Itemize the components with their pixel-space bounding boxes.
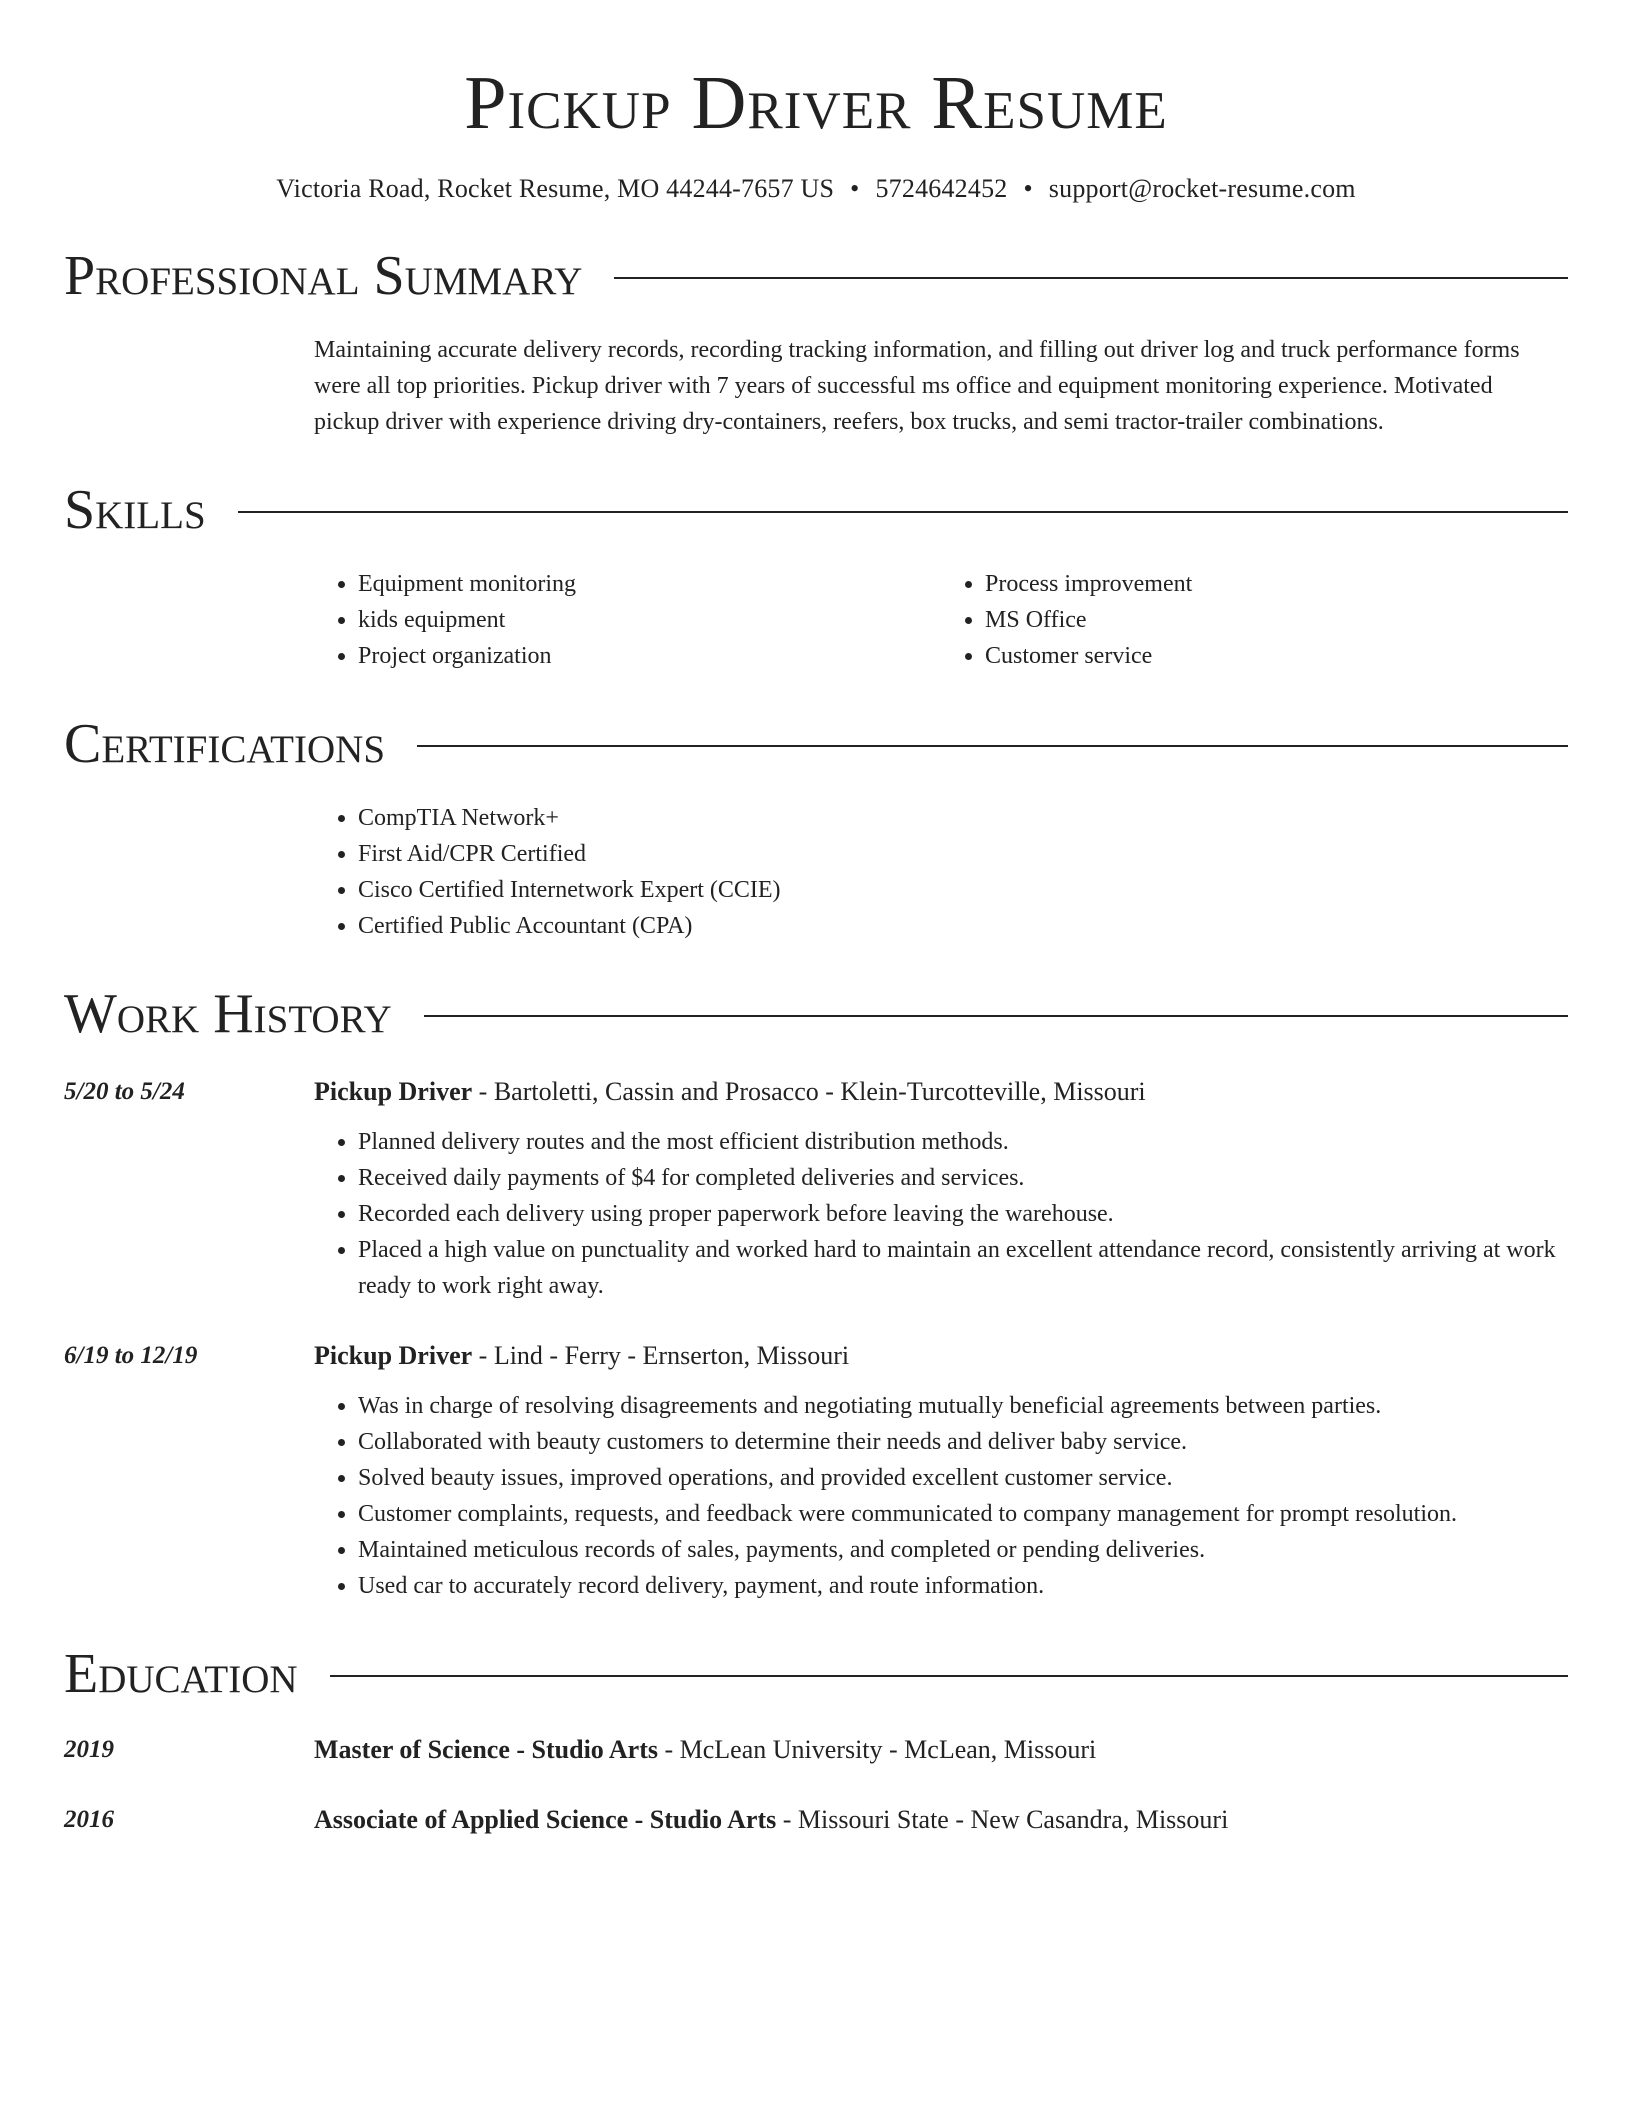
job-bullet: • Received daily payments of $4 for completed deliveries and services.: [358, 1160, 1558, 1196]
certification-item: • First Aid/CPR Certified: [358, 836, 1568, 872]
certification-item: • CompTIA Network+: [358, 800, 1568, 836]
work-entry: [64, 1074, 1568, 1304]
work-title-line: [314, 1338, 1568, 1374]
school-details: - Missouri State - New Casandra, Missouri: [776, 1805, 1229, 1834]
job-bullet: • Planned delivery routes and the most efficient distribution methods.: [358, 1124, 1558, 1160]
education-title-line: [314, 1732, 1568, 1768]
school-details: - McLean University - McLean, Missouri: [657, 1735, 1097, 1764]
section-rule: [238, 511, 1568, 513]
job-bullet: • Recorded each delivery using proper paperwork before leaving the warehouse.: [358, 1196, 1558, 1232]
job-bullet: • Was in charge of resolving disagreements and negotiating mutually beneficial agreements between parties.: [358, 1388, 1558, 1424]
work-dates: 5/20 to 5/24: [64, 1078, 185, 1105]
skills-column-left: [314, 566, 941, 674]
certification-item: • Certified Public Accountant (CPA): [358, 908, 1568, 944]
skill-item: • Customer service: [985, 638, 1568, 674]
contact-email: support@rocket-resume.com: [1048, 174, 1356, 203]
skill-item: • Equipment monitoring: [358, 566, 941, 602]
skill-item: • Project organization: [358, 638, 941, 674]
education-title-line: [314, 1802, 1568, 1838]
skill-item: • Process improvement: [985, 566, 1568, 602]
degree-name: Master of Science - Studio Arts: [314, 1735, 658, 1764]
section-rule: [424, 1015, 1568, 1017]
summary-text: Maintaining accurate delivery records, recording tracking information, and filling out driver log and truck performance forms were all top priorities. Pickup driver with 7 years of successful ms office and equipment monitoring experience. Motivated pickup driver with experience driving dry-containers, reefers, box trucks, and semi tractor-trailer combinations.: [314, 337, 1520, 435]
education-section-header: [64, 1642, 1568, 1706]
certification-item: • Cisco Certified Internetwork Expert (CCIE): [358, 872, 1568, 908]
education-entry: [64, 1802, 1568, 1838]
job-details: - Bartoletti, Cassin and Prosacco - Klein-Turcotteville, Missouri: [472, 1077, 1146, 1106]
job-bullet: • Solved beauty issues, improved operations, and provided excellent customer service.: [358, 1460, 1558, 1496]
job-bullet: • Maintained meticulous records of sales, payments, and completed or pending deliveries.: [358, 1532, 1558, 1568]
work-title-line: [314, 1074, 1568, 1110]
job-bullet: • Collaborated with beauty customers to determine their needs and deliver baby service.: [358, 1424, 1558, 1460]
summary-section-header: [64, 244, 1568, 308]
education-heading: Education: [64, 1643, 298, 1705]
contact-line: [64, 172, 1568, 206]
education-entry: [64, 1732, 1568, 1768]
job-bullets: [314, 1124, 1558, 1304]
job-details: - Lind - Ferry - Ernserton, Missouri: [472, 1341, 850, 1370]
resume-title: Pickup Driver Resume: [464, 61, 1168, 145]
education-year: 2016: [64, 1806, 114, 1833]
work-entry: [64, 1338, 1568, 1604]
certifications-heading: Certifications: [64, 713, 386, 775]
job-bullets: [314, 1388, 1558, 1604]
section-rule: [614, 277, 1568, 279]
contact-separator: •: [850, 174, 860, 203]
job-bullet: • Customer complaints, requests, and feedback were communicated to company management for prompt resolution.: [358, 1496, 1558, 1532]
contact-address: Victoria Road, Rocket Resume, MO 44244-7657 US: [276, 174, 835, 203]
education-year: 2019: [64, 1736, 114, 1763]
certifications-section-header: [64, 712, 1568, 776]
skills-heading: Skills: [64, 479, 206, 541]
job-title: Pickup Driver: [314, 1077, 473, 1106]
contact-separator: •: [1023, 174, 1033, 203]
job-bullet: • Used car to accurately record delivery, payment, and route information.: [358, 1568, 1558, 1604]
skills-column-right: [941, 566, 1568, 674]
job-bullet: • Placed a high value on punctuality and worked hard to maintain an excellent attendance record, consistently arriving at work ready to work right away.: [358, 1232, 1558, 1304]
certifications-list: [314, 800, 1568, 944]
work-section-header: [64, 982, 1568, 1046]
section-rule: [330, 1675, 1568, 1677]
skills-list: [314, 566, 1568, 674]
summary-heading: Professional Summary: [64, 245, 583, 307]
degree-name: Associate of Applied Science - Studio Arts: [314, 1805, 777, 1834]
skill-item: • MS Office: [985, 602, 1568, 638]
section-rule: [417, 745, 1568, 747]
work-heading: Work History: [64, 983, 392, 1045]
skill-item: • kids equipment: [358, 602, 941, 638]
work-dates: 6/19 to 12/19: [64, 1342, 198, 1369]
skills-section-header: [64, 478, 1568, 542]
job-title: Pickup Driver: [314, 1341, 473, 1370]
contact-phone: 5724642452: [875, 174, 1008, 203]
